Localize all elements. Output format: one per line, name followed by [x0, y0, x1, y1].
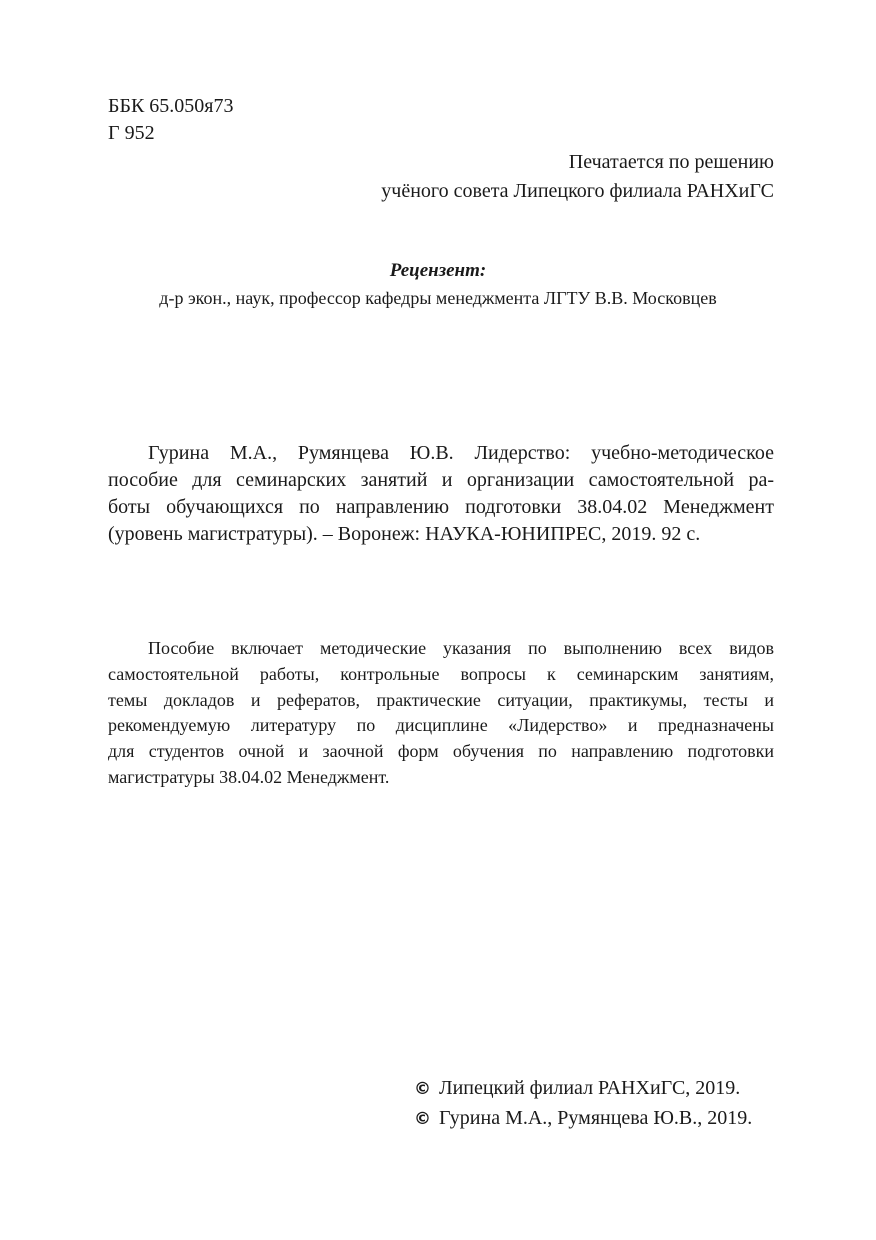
annotation-line: самостоятельной работы, контрольные вопросы к семинарским занятиям,: [108, 663, 774, 684]
copyright-row: [414, 1074, 752, 1104]
reviewer-heading: Рецензент:: [389, 260, 487, 281]
annotation-line: Пособие включает методические указания по выполнению всех видов: [148, 638, 774, 658]
publication-approval: [381, 148, 774, 206]
bbk-code: ББК 65.050я73: [108, 95, 234, 117]
annotation-line: темы докладов и рефератов, практические ситуации, практикумы, тесты и: [108, 689, 774, 710]
annotation-paragraph: [108, 636, 774, 791]
bbk-classification: [108, 93, 234, 147]
copyright-row: [414, 1104, 752, 1134]
copyright-holder: Липецкий филиал РАНХиГС, 2019.: [439, 1077, 741, 1099]
copyright-block: [414, 1074, 752, 1134]
annotation-line: для студентов очной и заочной форм обучения по направлению подготовки: [108, 741, 774, 762]
citation-line: Гурина М.А., Румянцева Ю.В. Лидерство: учебно-методическое: [148, 442, 774, 464]
citation-line: (уровень магистратуры). – Воронеж: НАУКА-ЮНИПРЕС, 2019. 92 с.: [108, 523, 701, 545]
author-mark: Г 952: [108, 122, 155, 144]
bibliographic-citation: [108, 440, 774, 548]
citation-line: боты обучающихся по направлению подготовки 38.04.02 Менеджмент: [108, 496, 774, 518]
copyright-holder: Гурина М.А., Румянцева Ю.В., 2019.: [439, 1107, 753, 1129]
citation-line: пособие для семинарских занятий и организации самостоятельной ра-: [108, 469, 774, 491]
copyright-icon: ©: [414, 1109, 431, 1129]
annotation-line: рекомендуемую литературу по дисциплине «Лидерство» и предназначены: [108, 715, 774, 736]
approval-line: Печатается по решению: [568, 151, 774, 173]
copyright-icon: ©: [414, 1079, 431, 1099]
approval-line: учёного совета Липецкого филиала РАНХиГС: [381, 180, 774, 202]
reviewer-name: д-р экон., наук, профессор кафедры менеджмента ЛГТУ В.В. Московцев: [159, 288, 717, 308]
annotation-line: магистратуры 38.04.02 Менеджмент.: [108, 766, 390, 787]
